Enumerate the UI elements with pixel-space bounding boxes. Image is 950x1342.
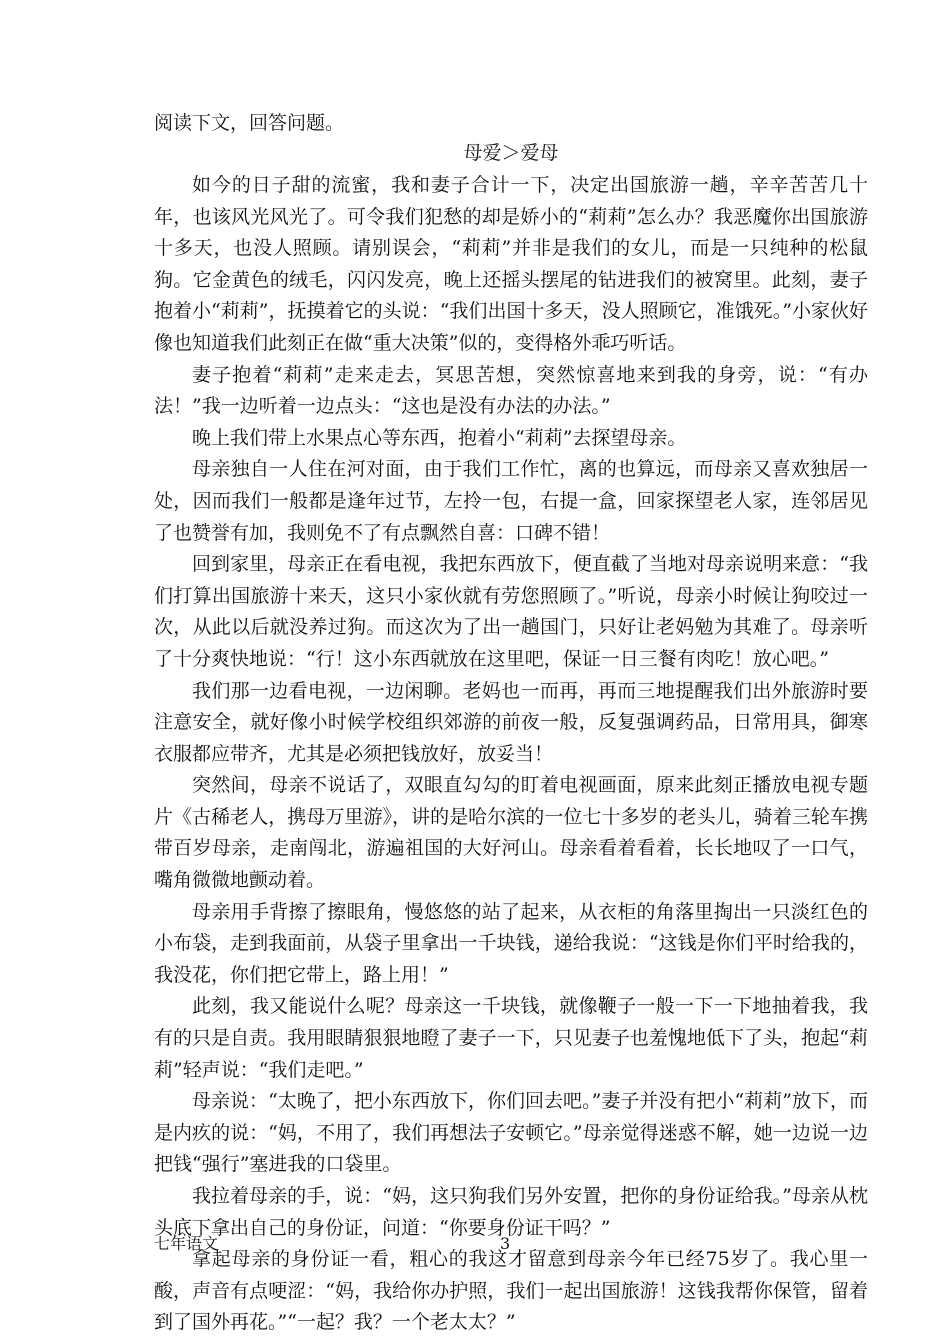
paragraph-3: 晚上我们带上水果点心等东西，抱着小“莉莉”去探望母亲。 (192, 426, 687, 449)
paragraph-1: 如今的日子甜的流蜜，我和妻子合计一下，决定出国旅游一趟，辛辛苦苦几十年，也该风光风光了。可令我们犯愁的却是娇小的“莉莉”怎么办？我恶魔你出国旅游十多天，也没人照顾。请别误会，“莉莉”并非是我们的女儿，而是一只纯种的松鼠狗。它金黄色的绒毛，闪闪发亮，晚上还摇头摆尾的钻进我们的被窝里。此刻，妻子抱着小“莉莉”，抚摸着它的头说：“我们出国十多天，没人照顾它，准饿死。”小家伙好像也知道我们此刻正在做“重大决策”似的，变得格外乖巧听话。 (154, 174, 868, 354)
paragraph-7: 突然间，母亲不说话了，双眼直勾勾的盯着电视画面，原来此刻正播放电视专题片《古稀老人，携母万里游》，讲的是哈尔滨的一位七十多岁的老头儿，骑着三轮车携带百岁母亲，走南闯北，游遍祖国的大好河山。母亲看着看着，长长地叹了一口气，嘴角微微地颤动着。 (154, 774, 868, 892)
paragraph-12: 拿起母亲的身份证一看，粗心的我这才留意到母亲今年已经75岁了。我心里一酸，声音有点哽涩：“妈，我给你办护照，我们一起出国旅游！这钱我帮你保管，留着到了国外再花。”“一起？我？一个老太太？” (154, 1248, 868, 1334)
reading-instruction: 阅读下文，回答问题。 (154, 112, 345, 134)
paragraph-9: 此刻，我又能说什么呢？母亲这一千块钱，就像鞭子一般一下一下地抽着我，我有的只是自责。我用眼睛狠狠地瞪了妻子一下，只见妻子也羞愧地低下了头，抱起“莉莉”轻声说：“我们走吧。” (154, 995, 868, 1081)
paragraph-8: 母亲用手背擦了擦眼角，慢悠悠的站了起来，从衣柜的角落里掏出一只淡红色的小布袋，走到我面前，从袋子里拿出一千块钱，递给我说：“这钱是你们平时给我的，我没花，你们把它带上，路上用！” (154, 900, 868, 986)
paragraph-11: 我拉着母亲的手，说：“妈，这只狗我们另外安置，把你的身份证给我。”母亲从枕头底下拿出自己的身份证，问道：“你要身份证干吗？” (154, 1185, 868, 1239)
paragraph-2: 妻子抱着“莉莉”走来走去，冥思苦想，突然惊喜地来到我的身旁，说：“有办法！”我一边听着一边点头：“这也是没有办法的办法。” (154, 363, 868, 418)
paragraph-4: 母亲独自一人住在河对面，由于我们工作忙，离的也算远，而母亲又喜欢独居一处，因而我们一般都是逢年过节，左拎一包，右提一盒，回家探望老人家，连邻居见了也赞誉有加，我则免不了有点飘然自喜：口碑不错！ (154, 458, 868, 544)
paragraph-5: 回到家里，母亲正在看电视，我把东西放下，便直截了当地对母亲说明来意：“我们打算出国旅游十来天，这只小家伙就有劳您照顾了。”听说，母亲小时候让狗咬过一次，从此以后就没养过狗。而这次为了出一趟国门，只好让老妈勉为其难了。母亲听了十分爽快地说：“行！这小东西就放在这里吧，保证一日三餐有肉吃！放心吧。” (154, 553, 868, 670)
paragraph-10: 母亲说：“太晚了，把小东西放下，你们回去吧。”妻子并没有把小“莉莉”放下，而是内疚的说：“妈，不用了，我们再想法子安顿它。”母亲觉得迷惑不解，她一边说一边把钱“强行”塞进我的口袋里。 (154, 1090, 868, 1176)
article-text (154, 170, 868, 1339)
article-title: 母爱＞爱母 (463, 142, 559, 164)
document-body (154, 108, 868, 1339)
page-number: 3 (500, 1234, 511, 1253)
course-label: 七年语文 (154, 1234, 219, 1253)
paragraph-6: 我们那一边看电视，一边闲聊。老妈也一而再，再而三地提醒我们出外旅游时要注意安全，就好像小时候学校组织郊游的前夜一般，反复强调药品，日常用具，御寒衣服都应带齐，尤其是必须把钱放好，放妥当！ (154, 679, 868, 765)
page-footer (154, 1232, 868, 1256)
